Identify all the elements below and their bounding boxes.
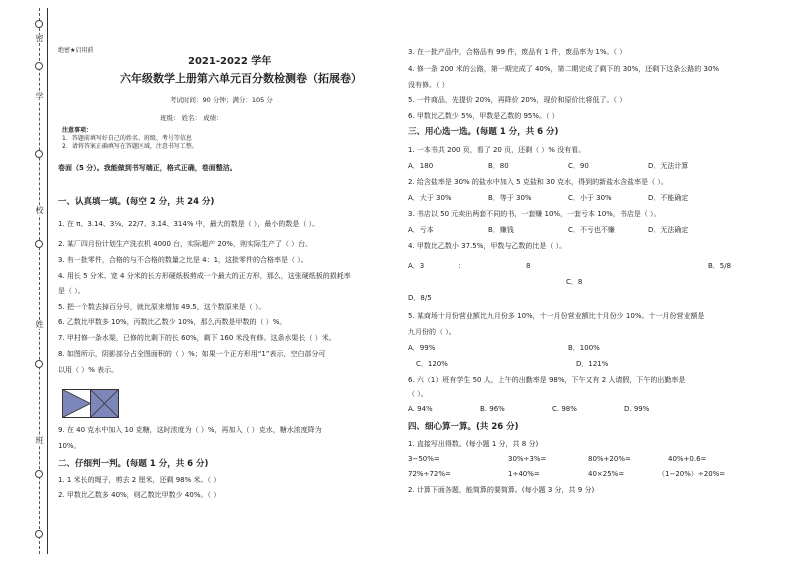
exam-title: 六年级数学上册第六单元百分数检测卷（拓展卷） [120,72,362,85]
question: 2. 计算下面各题，能简算的要简算。(每小题 3 分，共 9 分) [408,486,595,494]
exam-info: 考试时间：90 分钟；满分：105 分 [170,96,273,104]
section-fill-in: 一、认真填一填。(每空 2 分，共 24 分) [58,197,215,207]
student-fields: 班级： 姓名： 成绩： [160,114,223,122]
note-1: 1．答题前填写好自己的姓名、班级、考号等信息 [62,135,192,142]
option: A．180 [408,162,434,170]
question: 10%。 [58,442,81,450]
option: B．赚钱 [488,226,514,234]
question: 5. 把一个数去掉百分号，就比原来增加 49.5，这个数原来是（ ）。 [58,303,266,311]
option: C．8 [566,278,583,286]
option: A．99% [408,344,436,352]
question: 1. 1 米长的绳子，剪去 2 厘米，还剩 98% 米。（ ） [58,476,221,484]
binding-label: 班 [35,436,44,445]
option: C．90 [568,162,589,170]
option: A．3 [408,262,425,270]
calc-item: 72%÷72%= [408,470,451,478]
question: 5. 一件商品，先提价 20%，再降价 20%，现价和原价比将低了。（ ） [408,96,627,104]
binding-label: 姓 [35,320,44,329]
option: B．100% [568,344,600,352]
option: ： [458,262,465,270]
section-true-false: 二、仔细判一判。(每题 1 分，共 6 分) [58,459,209,469]
binding-hole [35,470,43,478]
secret-mark: 绝密★启用前 [58,47,94,54]
option: B．等于 30% [488,194,532,202]
option: A．亏本 [408,226,434,234]
section-multiple-choice: 三、用心选一选。(每题 1 分，共 6 分) [408,127,559,137]
calc-item: 30%÷3%= [508,455,547,463]
question: 6. 六（1）班有学生 50 人，上午的出勤率是 98%，下午又有 2 人请假，下午的出勤率是 [408,376,686,384]
option: A．大于 30% [408,194,452,202]
question: 九月份的（ ）。 [408,328,456,336]
question: 8. 如图所示，阴影部分占全图面积的（ ）%；如果一个正方形用“1”表示，空白部分可 [58,350,326,358]
note-2: 2．请将答案正确填写在答题区域，注意书写工整。 [62,143,198,150]
binding-label: 密 [35,34,44,43]
question: 2. 某厂四月份计划生产洗衣机 4000 台，实际超产 20%，则实际生产了（ ）台。 [58,240,313,248]
question: 3. 在一批产品中，合格品有 99 件，废品有 1 件，废品率为 1%。（ ） [408,48,627,56]
option: D．121% [576,360,609,368]
section-calculation: 四、细心算一算。(共 26 分) [408,422,519,432]
neatness-note: 卷面（5 分）。我能做到书写端正，格式正确，卷面整洁。 [58,164,237,172]
binding-hole [35,530,43,538]
binding-hole [35,240,43,248]
calc-item: （1−20%）÷20%= [658,470,726,478]
option: D．无法确定 [648,226,689,234]
option: B. 96% [480,405,505,413]
binding-label: 校 [35,206,44,215]
calc-item: 80%+20%= [588,455,631,463]
question: 2. 甲数比乙数多 40%，则乙数比甲数少 40%。（ ） [58,491,221,499]
option: D．不能确定 [648,194,689,202]
binding-margin [0,0,50,562]
option: D．无法计算 [648,162,689,170]
option: D. 99% [624,405,650,413]
exam-year: 2021-2022 学年 [188,56,272,67]
calc-item: 3−50%= [408,455,440,463]
question: 3. 书店以 50 元卖出两套不同的书，一套赚 10%，一套亏本 10%，书店是（ ）。 [408,210,661,218]
option: C．不亏也不赚 [568,226,615,234]
question: 以用（ ）% 表示。 [58,366,119,374]
question: 9. 在 40 克水中加入 10 克糖，这时浓度为（ ）%，再加入（ ）克水，糖水浓度降为 [58,426,322,434]
question: 3. 有一批零件，合格的与不合格的数量之比是 4：1，这批零件的合格率是（ ）。 [58,256,308,264]
option: C．小于 30% [568,194,612,202]
question: 2. 给含盐率是 30% 的盐水中加入 5 克盐和 30 克水，得到的新盐水含盐率是（ ）。 [408,178,668,186]
notes-title: 注意事项： [62,127,93,134]
binding-label: 学 [35,92,44,101]
question: 6. 乙数比甲数多 10%，丙数比乙数少 10%，那么丙数是甲数的（ ）%。 [58,318,287,326]
question: 4. 甲数比乙数小 37.5%，甲数与乙数的比是（ ）。 [408,242,567,250]
calc-item: 40×25%= [588,470,625,478]
question: 1. 直接写出得数。(每小题 1 分，共 8 分) [408,440,539,448]
question: 6. 甲数比乙数少 5%，甲数是乙数的 95%。（ ） [408,112,559,120]
calc-item: 1÷40%= [508,470,540,478]
calc-item: 40%+0.6= [668,455,707,463]
option: B．5/8 [708,262,732,270]
binding-hole [35,150,43,158]
question: 7. 甲村修一条水渠，已修的比剩下的长 60%，剩下 160 米没有修。这条水渠长（ ）米。 [58,334,336,342]
question: 4. 用长 5 分米、宽 4 分米的长方形硬纸板剪成一个最大的正方形，那么，这张硬纸板的损耗率 [58,272,351,280]
question: 是（ ）。 [58,287,85,295]
question: 4. 修一条 200 米的公路，第一期完成了 40%，第二期完成了剩下的 30%，还剩下这条公路的 30% [408,65,720,73]
binding-line [47,8,48,554]
question: 1. 在 π、3.14、3⅛、22/7、3.1̇4̇、314% 中，最大的数是（ ），最小的数是（ ）。 [58,220,320,228]
shaded-squares-figure [62,389,120,418]
option: C．120% [416,360,448,368]
question: （ ）。 [408,390,428,398]
question: 1. 一本书共 200 页，看了 20 页，还剩（ ）% 没有看。 [408,146,586,154]
question: 5. 某商场十月份营业额比九月份多 10%，十一月份营业额比十月份少 10%。十一月份营业额是 [408,312,705,320]
question: 没有修。（ ） [408,81,449,89]
option: B．80 [488,162,509,170]
option: C. 98% [552,405,577,413]
option: D．8/5 [408,294,432,302]
binding-hole [35,360,43,368]
binding-hole [35,62,43,70]
option: 8 [526,262,531,270]
option: A. 94% [408,405,433,413]
binding-hole [35,20,43,28]
